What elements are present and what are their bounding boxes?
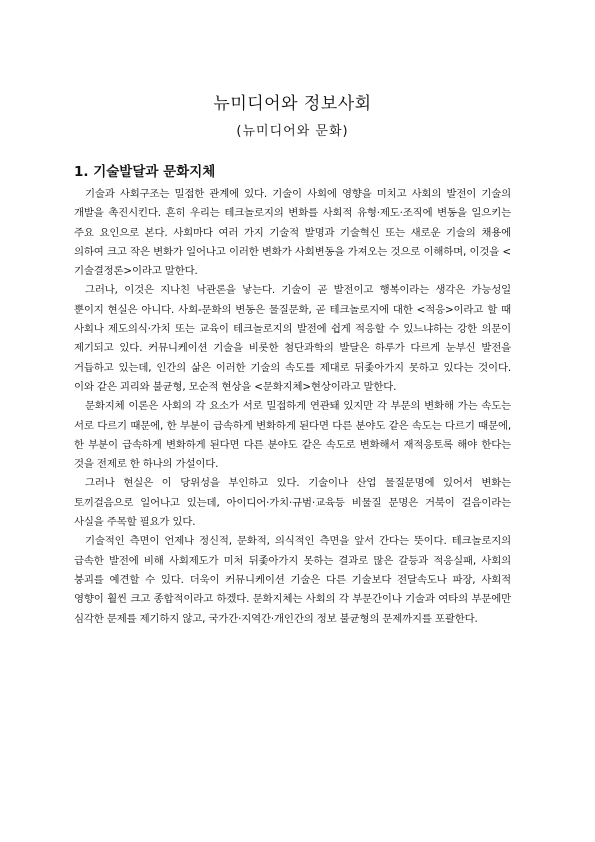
body-paragraph: 문화지체 이론은 사회의 각 요소가 서로 밀접하게 연관돼 있지만 각 부문의 변화해 가는 속도는 서로 다르기 때문에, 한 부분이 급속하게 변화하게 된다면 다른 분야도 같은 속도는 다르기 때문에, 한 부분이 급속하게 변화하게 된다면 다른 분야도 같은 속도로 변화해서 재적응토록 해야 한다는 것을 전제로 한 하나의 가설이다. <box>74 400 511 471</box>
body-paragraph: 기술적인 측면이 언제나 정신적, 문화적, 의식적인 측면을 앞서 간다는 뜻이다. 테크놀로지의 급속한 발전에 비해 사회제도가 미처 뒤좇아가지 못하는 결과로 많은 갈등과 적응실패, 사회의 붕괴를 예견할 수 있다. 더욱이 커뮤니케이션 기술은 다른 기술보다 전달속도나 파장, 사회적 영향이 훨씬 크고 종합적이라고 하겠다. 문화지체는 사회의 각 부문간이나 기술과 여타의 부문에만 심각한 문제를 제기하지 않고, 국가간·지역간·개인간의 정보 불균형의 문제까지를 포괄한다. <box>74 535 511 625</box>
document-subtitle: (뉴미디어와 문화) <box>236 124 349 139</box>
body-paragraph: 그러나 현실은 이 당위성을 부인하고 있다. 기술이나 산업 물질문명에 있어서 변화는 토끼걸음으로 일어나고 있는데, 아이디어·가치·규범·교육등 비물질 문명은 거북이 걸음이라는 사실을 주목할 필요가 있다. <box>74 477 511 529</box>
document-title: 뉴미디어와 정보사회 <box>213 94 372 114</box>
body-paragraph: 기술과 사회구조는 밀접한 관계에 있다. 기술이 사회에 영향을 미치고 사회의 발전이 기술의 개발을 촉진시킨다. 흔히 우리는 테크놀로지의 변화를 사회적 유형·제도·조직에 변동을 일으키는 주요 요인으로 본다. 사회마다 여러 가지 기술적 발명과 기술혁신 또는 새로운 기술의 채용에 의하여 크고 작은 변화가 일어나고 이러한 변화가 사회변동을 가져오는 것으로 이해하며, 이것을 <기술결정론>이라고 말한다. <box>74 188 511 278</box>
section-heading: 1. 기술발달과 문화지체 <box>74 164 216 180</box>
body-paragraph: 그러나, 이것은 지나친 낙관론을 낳는다. 기술이 곧 발전이고 행복이라는 생각은 가능성일 뿐이지 현실은 아니다. 사회-문화의 변동은 물질문화, 곧 테크놀로지에 대한 <적응>이라고 할 때 사회나 제도의식·가치 또는 교육이 테크놀로지의 발전에 쉽게 적응할 수 있느냐하는 강한 의문이 제기되고 있다. 커뮤니케이션 기술을 비롯한 첨단과학의 발달은 하루가 다르게 눈부신 발전을 거듭하고 있는데, 인간의 삶은 이러한 기술의 속도를 제대로 뒤좇아가지 못하고 있다는 것이다. 이와 같은 괴리와 불균형, 모순적 현상을 <문화지체>현상이라고 말한다. <box>74 284 511 393</box>
